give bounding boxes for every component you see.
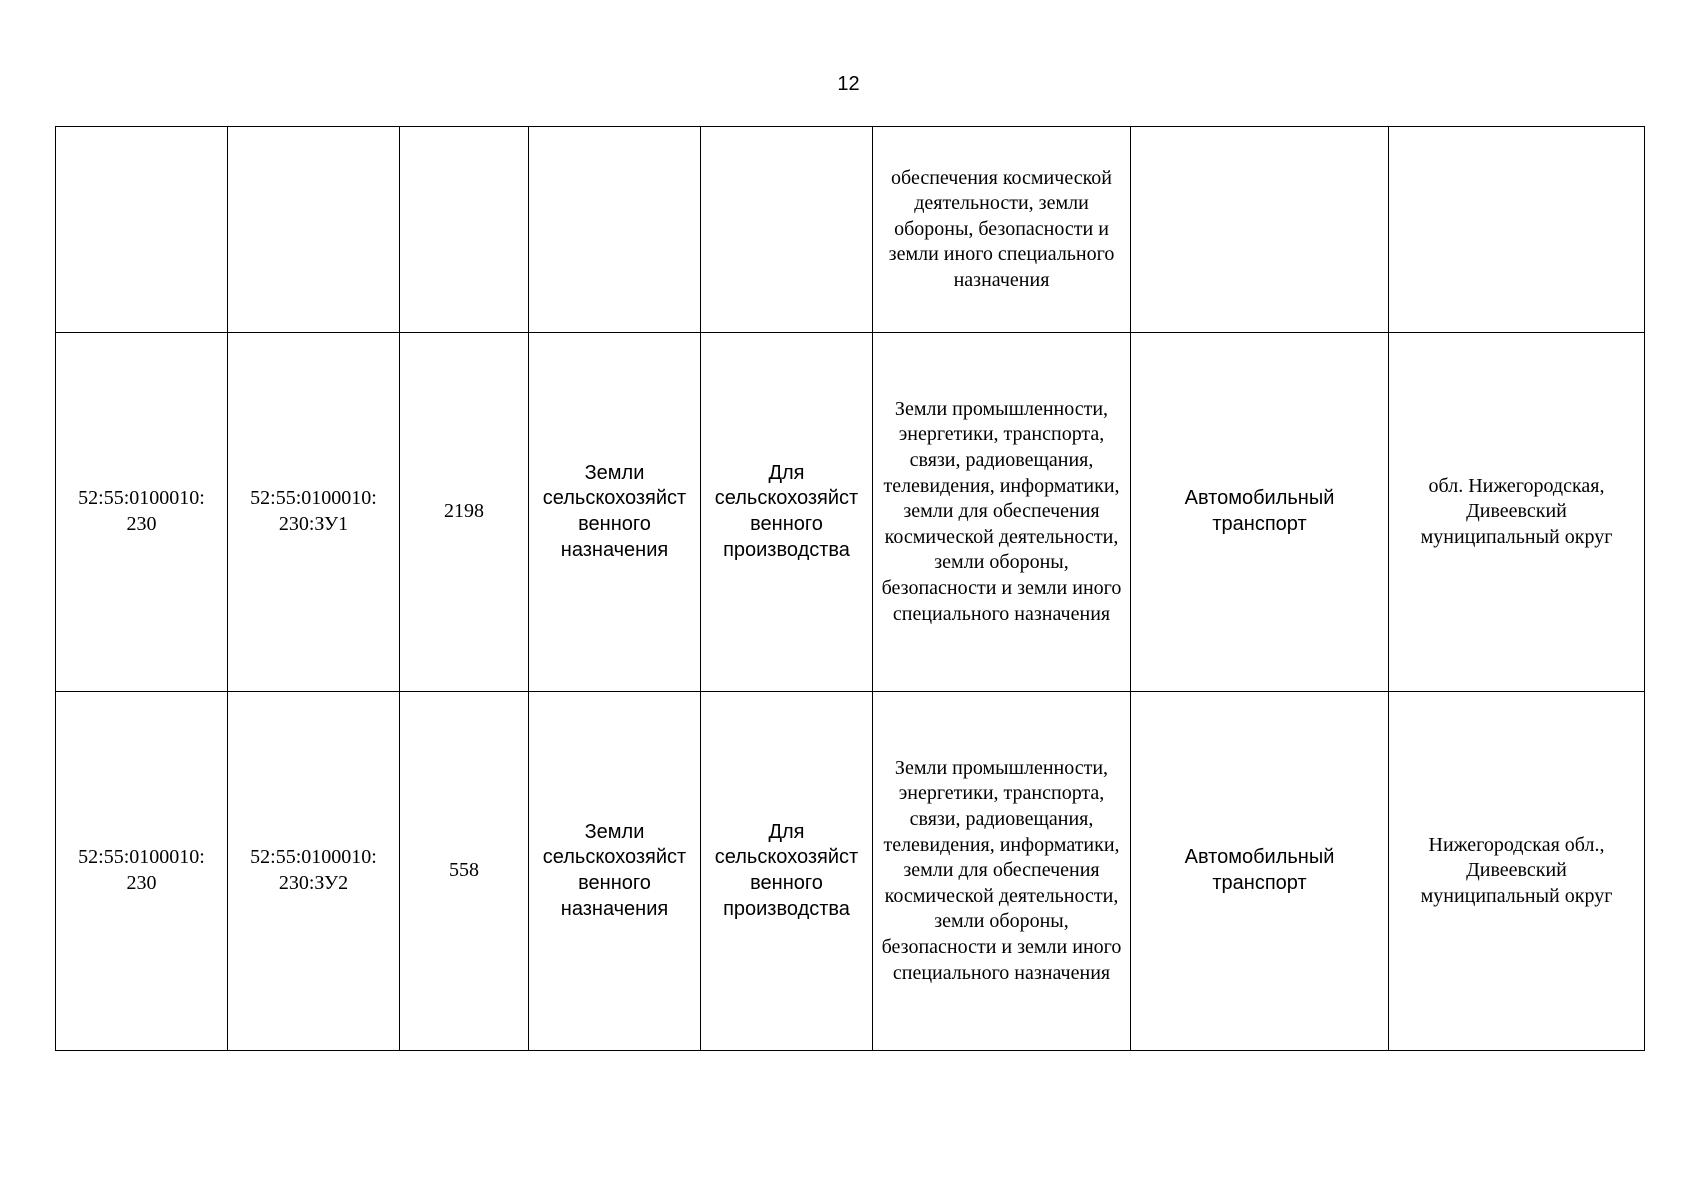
parcel-designation-cell: [228, 127, 400, 333]
purpose-cell: Автомобильный транспорт: [1131, 333, 1389, 692]
page-number: 12: [837, 73, 860, 95]
cadastral-number-cell: 52:55:0100010: 230: [56, 333, 228, 692]
permitted-use-cell: [701, 127, 873, 333]
cadastral-number-cell: 52:55:0100010: 230: [56, 692, 228, 1051]
permitted-use-cell: Для сельскохозяйст венного производства: [701, 692, 873, 1051]
land-category-cell: Земли сельскохозяйст венного назначения: [529, 692, 701, 1051]
table-row: [56, 692, 1645, 1051]
area-cell: 558: [400, 692, 529, 1051]
address-cell: Нижегородская обл., Дивеевский муниципальный округ: [1389, 692, 1645, 1051]
address-cell: обл. Нижегородская, Дивеевский муниципальный округ: [1389, 333, 1645, 692]
target-category-cell: Земли промышленности, энергетики, транспорта, связи, радиовещания, телевидения, информатики, земли для обеспечения космической деятельности, земли обороны, безопасности и земли иного специального назначения: [873, 333, 1131, 692]
land-category-cell: Земли сельскохозяйст венного назначения: [529, 333, 701, 692]
address-cell: [1389, 127, 1645, 333]
purpose-cell: [1131, 127, 1389, 333]
target-category-cell: обеспечения космической деятельности, земли обороны, безопасности и земли иного специального назначения: [873, 127, 1131, 333]
table-row: [56, 127, 1645, 333]
table-row: [56, 333, 1645, 692]
area-cell: 2198: [400, 333, 529, 692]
permitted-use-cell: Для сельскохозяйст венного производства: [701, 333, 873, 692]
land-parcels-table: [55, 126, 1645, 1051]
cadastral-number-cell: [56, 127, 228, 333]
land-category-cell: [529, 127, 701, 333]
purpose-cell: Автомобильный транспорт: [1131, 692, 1389, 1051]
target-category-cell: Земли промышленности, энергетики, транспорта, связи, радиовещания, телевидения, информатики, земли для обеспечения космической деятельности, земли обороны, безопасности и земли иного специального назначения: [873, 692, 1131, 1051]
parcel-designation-cell: 52:55:0100010: 230:ЗУ2: [228, 692, 400, 1051]
area-cell: [400, 127, 529, 333]
parcel-designation-cell: 52:55:0100010: 230:ЗУ1: [228, 333, 400, 692]
